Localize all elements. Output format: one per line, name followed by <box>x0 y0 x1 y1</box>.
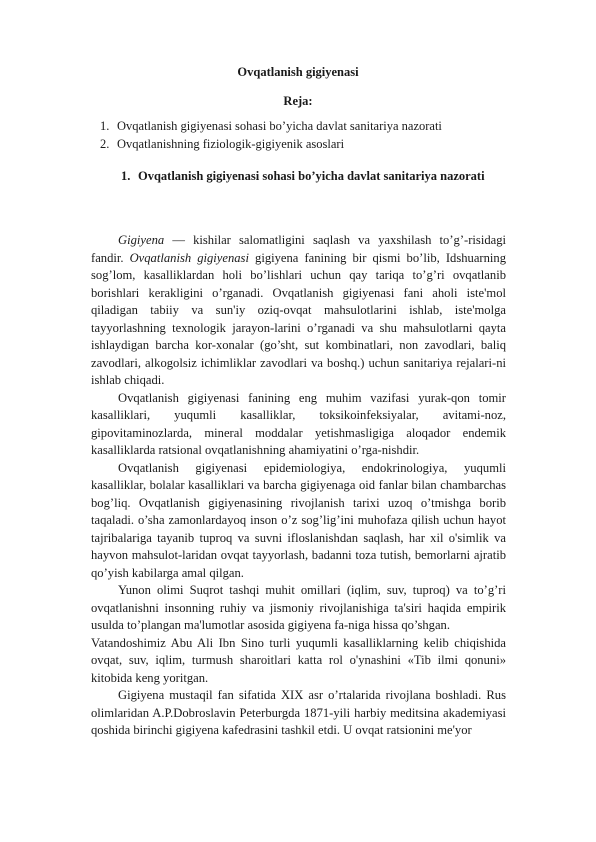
plan-item-text: Ovqatlanishning fiziologik-gigiyenik asoslari <box>117 136 345 151</box>
paragraph <box>91 232 506 390</box>
plan-item <box>100 118 442 136</box>
plan-item-text: Ovqatlanish gigiyenasi sohasi bo’yicha davlat sanitariya nazorati <box>117 119 442 133</box>
section-title: Ovqatlanish gigiyenasi sohasi bo’yicha davlat sanitariya nazorati <box>138 169 485 183</box>
section-number: 1. <box>121 169 131 183</box>
plan-list <box>100 118 442 153</box>
term-ovqatlanish-gigiyenasi: Ovqatlanish gigiyenasi <box>129 250 249 265</box>
plan-item-number: 1. <box>100 119 110 133</box>
plan-item <box>100 136 442 154</box>
section-heading <box>121 168 485 184</box>
paragraph: Vatandoshimiz Abu Ali Ibn Sino turli yuqumli kasalliklarning kelib chiqishida ovqat, suv, iqlim, turmush sharoitlari katta rol o'ynashini «Tib ilmi qonuni» kitobida keng yoritgan. <box>91 635 506 685</box>
document-title: Ovqatlanish gigiyenasi <box>237 65 359 79</box>
paragraph-text: gigiyena fanining bir qismi bo’lib, Idshuarning sog’lom, kasalliklardan holi bo’lishlari uchun qay tariqa to’g’ri ovqatlanib borishlari kerakligini o’rganadi. Ovqatlanish gigiyenasi fani aholi iste'mol qiladigan tabiiy va sun'iy oziq-ovqat mahsulotlarini ishlab, iste'molga tayyorlashning texnologik jarayon-larini o’rganadi va shu mahsulotlarni qayta ishlaydigan barcha kor-xonalar (go’sht, sut kombinatlari, non zavodlari, baliq zavodlari, alkogolsiz ichimliklar zavodlari va boshq.) uchun sanitariya rejalari-ni ishlab chiqadi. <box>91 250 506 387</box>
term-gigiyena: Gigiyena <box>118 233 165 247</box>
plan-item-number: 2. <box>100 136 110 151</box>
paragraph-text: — kishilar salomatligini saqlash va yaxshilash to’g’-risidagi fandir. <box>91 233 506 265</box>
plan-heading: Reja: <box>283 94 313 108</box>
body-text <box>91 232 506 740</box>
paragraph: Ovqatlanish gigiyenasi fanining eng muhim vazifasi yurak-qon tomir kasalliklari, yuqumli kasalliklar, toksikoinfeksiyalar, avitami-noz, gipovitaminozlarda, mineral moddalar yetishmasligiga aloqador endemik kasalliklarda ratsional ovqatlanishning ahamiyatini o’rga-nishdir. <box>91 390 506 457</box>
paragraph: Ovqatlanish gigiyenasi epidemiologiya, endokrinologiya, yuqumli kasalliklar, bolalar kasalliklari va barcha gigiyenaga oid fanlar bilan chambarchas bog’liq. Ovqatlanish gigiyenasining rivojlanish tarixi uzoq o’tmishga borib taqaladi. o’sha zamonlardayoq inson o’z sog’lig’ini muhofaza qilish uchun hayot tajribalariga tayanib tuproq va suvni ifloslanishdan saqlash, har xil o'simlik va hayvon mahsulot-laridan ovqat tayyorlash, badanni toza tutish, bemorlarni ajratib qo’yish kabilarga amal qilgan. <box>91 460 506 580</box>
paragraph: Gigiyena mustaqil fan sifatida XIX asr o’rtalarida rivojlana boshladi. Rus olimlaridan A.P.Dobroslavin Peterburgda 1871-yili harbiy meditsina akademiyasi qoshida birinchi gigiyena kafedrasini tashkil etdi. U ovqat ratsionini me'yor <box>91 688 506 737</box>
paragraph: Yunon olimi Suqrot tashqi muhit omillari (iqlim, suv, tuproq) va to’g’ri ovqatlanishni insonning ruhiy va jismoniy rivojlanishiga ta'siri haqida empirik usulda to’plangan ma'lumotlar asosida gigiyena fa-niga hissa qo’shgan. <box>91 583 506 632</box>
